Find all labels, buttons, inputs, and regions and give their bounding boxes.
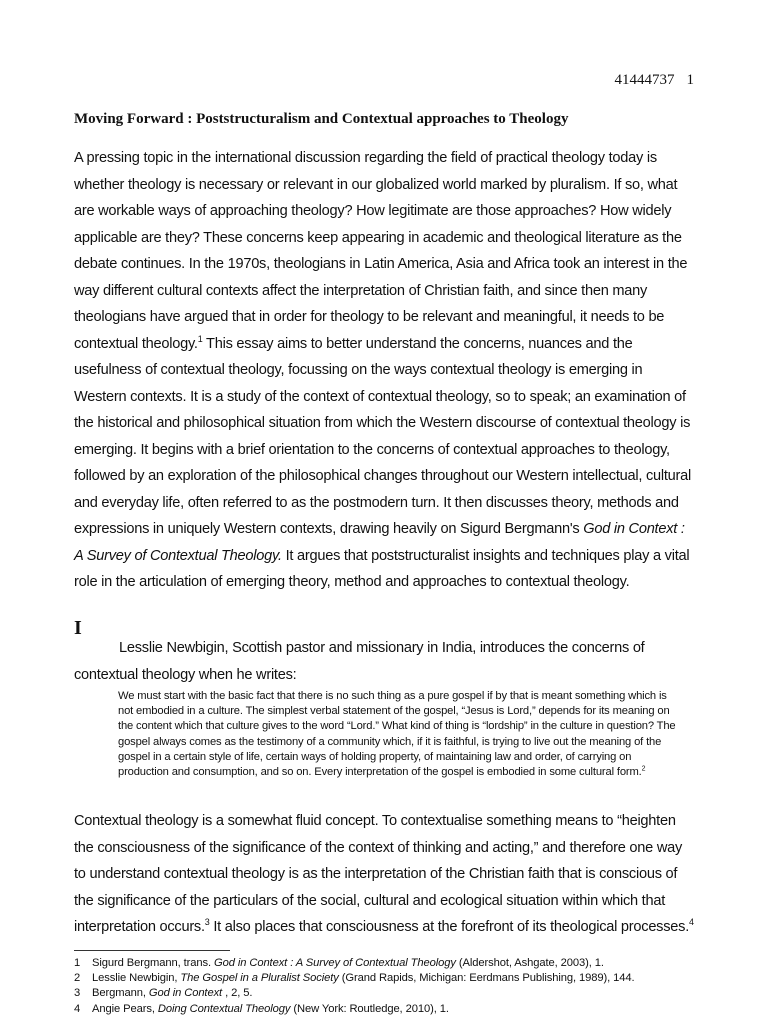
paragraph-intro-text-c: It argues that poststructuralist insights and techniques play a vital role in the articulation of emerging theory, method and approaches to contextual theology. xyxy=(74,547,690,590)
footnote-text: , 2, 5. xyxy=(222,987,253,1000)
footnote-text: Bergmann, xyxy=(92,987,149,1000)
student-id: 41444737 xyxy=(614,72,675,88)
footnote-ref-1[interactable]: 1 xyxy=(197,333,203,344)
paragraph-intro-text-a: A pressing topic in the international discussion regarding the field of practical theology today is whether theology is necessary or relevant in our globalized world marked by pluralism. If so, what are workable ways of approaching theology? How legitimate are those approaches? How widely applicable are they? These concerns keep appearing in academic and theological literature as the debate continues. In the 1970s, theologians in Latin America, Asia and Africa took an interest in the way different cultural contexts affect the interpretation of Christian faith, and since then many theologians have argued that in order for theology to be relevant and meaningful, it needs to be contextual theology. xyxy=(74,150,688,352)
footnote-number: 3 xyxy=(74,987,81,1000)
footnote-ref-4[interactable]: 4 xyxy=(689,917,694,928)
block-quote xyxy=(118,689,678,780)
essay-title: Moving Forward : Poststructuralism and Contextual approaches to Theology xyxy=(74,111,569,127)
footnote-italic-title: God in Context xyxy=(148,987,223,1000)
footnote-text: (New York: Routledge, 2010), 1. xyxy=(290,1002,449,1015)
footnote-number: 1 xyxy=(74,957,81,969)
footnote-item xyxy=(74,956,714,971)
footnote-text: Lesslie Newbigin, xyxy=(92,972,181,985)
section-heading: I xyxy=(74,617,82,639)
paragraph-intro xyxy=(74,145,694,596)
footnote-text: Sigurd Bergmann, trans. xyxy=(92,957,214,969)
footnote-item xyxy=(74,1002,714,1017)
page-number: 1 xyxy=(686,72,694,88)
paragraph-newbigin: Lesslie Newbigin, Scottish pastor and missionary in India, introduces the concerns of contextual theology when he writes: xyxy=(74,640,645,683)
paragraph-intro-text-b: This essay aims to better understand the concerns, nuances and the usefulness of contextual theology, focussing on the ways contextual theology is emerging in Western contexts. It is a study of the context of contextual theology, so to speak; an examination of the historical and philosophical situation from which the Western discourse of contextual theology is emerging. It begins with a brief orientation to the concerns of contextual approaches to theology, followed by an exploration of the philosophical changes throughout our Western intellectual, cultural and everyday life, often referred to as the postmodern turn. It then discusses theory, methods and expressions in uniquely Western contexts, drawing heavily on Sigurd Bergmann's xyxy=(74,335,692,537)
footnote-number: 4 xyxy=(74,1002,81,1015)
paragraph-definition-text-a: Contextual theology is a somewhat fluid concept. To contextualise something means to “heighten the consciousness of the significance of the context of thinking and acting,” and therefore one way to understand contextual theology is as the interpretation of the Christian faith that is conscious of the significance of the particulars of the social, cultural and ecological situation within which that interpretation occurs. xyxy=(74,813,683,935)
block-quote-text: We must start with the basic fact that there is no such thing as a pure gospel if by that is meant something which is not embodied in a culture. The simplest verbal statement of the gospel, “Jesus is Lord,” depends for its meaning on the content which that culture gives to the word “Lord.” What kind of thing is “lordship” in the culture in question? The gospel always comes as the testimony of a community which, if it is faithful, is trying to live out the meaning of the gospel in a certain style of life, certain ways of holding property, of maintaining law and order, of carrying on production and consumption, and so on. Every interpretation of the gospel is embodied in some cultural form. xyxy=(118,690,676,779)
paragraph-definition xyxy=(74,808,694,941)
footnote-italic-title: God in Context : A Survey of Contextual Theology xyxy=(213,957,456,969)
footnote-text: (Grand Rapids, Michigan: Eerdmans Publishing, 1989), 144. xyxy=(338,972,635,985)
footnote-item xyxy=(74,986,714,1001)
footnote-number: 2 xyxy=(74,972,81,985)
footnote-text: (Aldershot, Ashgate, 2003), 1. xyxy=(455,957,604,969)
footnote-text: Angie Pears, xyxy=(92,1002,158,1015)
footnote-separator xyxy=(74,950,230,951)
footnotes xyxy=(74,956,714,1017)
footnote-ref-2[interactable]: 2 xyxy=(641,765,646,773)
footnote-ref-3[interactable]: 3 xyxy=(204,917,210,928)
footnote-italic-title: Doing Contextual Theology xyxy=(157,1002,291,1015)
paragraph-definition-text-b: It also places that consciousness at the forefront of its theological processes. xyxy=(209,919,689,935)
footnote-item xyxy=(74,971,714,986)
book-title-reference: God in Context : A Survey of Contextual Theology. xyxy=(74,521,685,564)
footnote-italic-title: The Gospel in a Pluralist Society xyxy=(180,972,339,985)
page-header xyxy=(615,73,695,88)
